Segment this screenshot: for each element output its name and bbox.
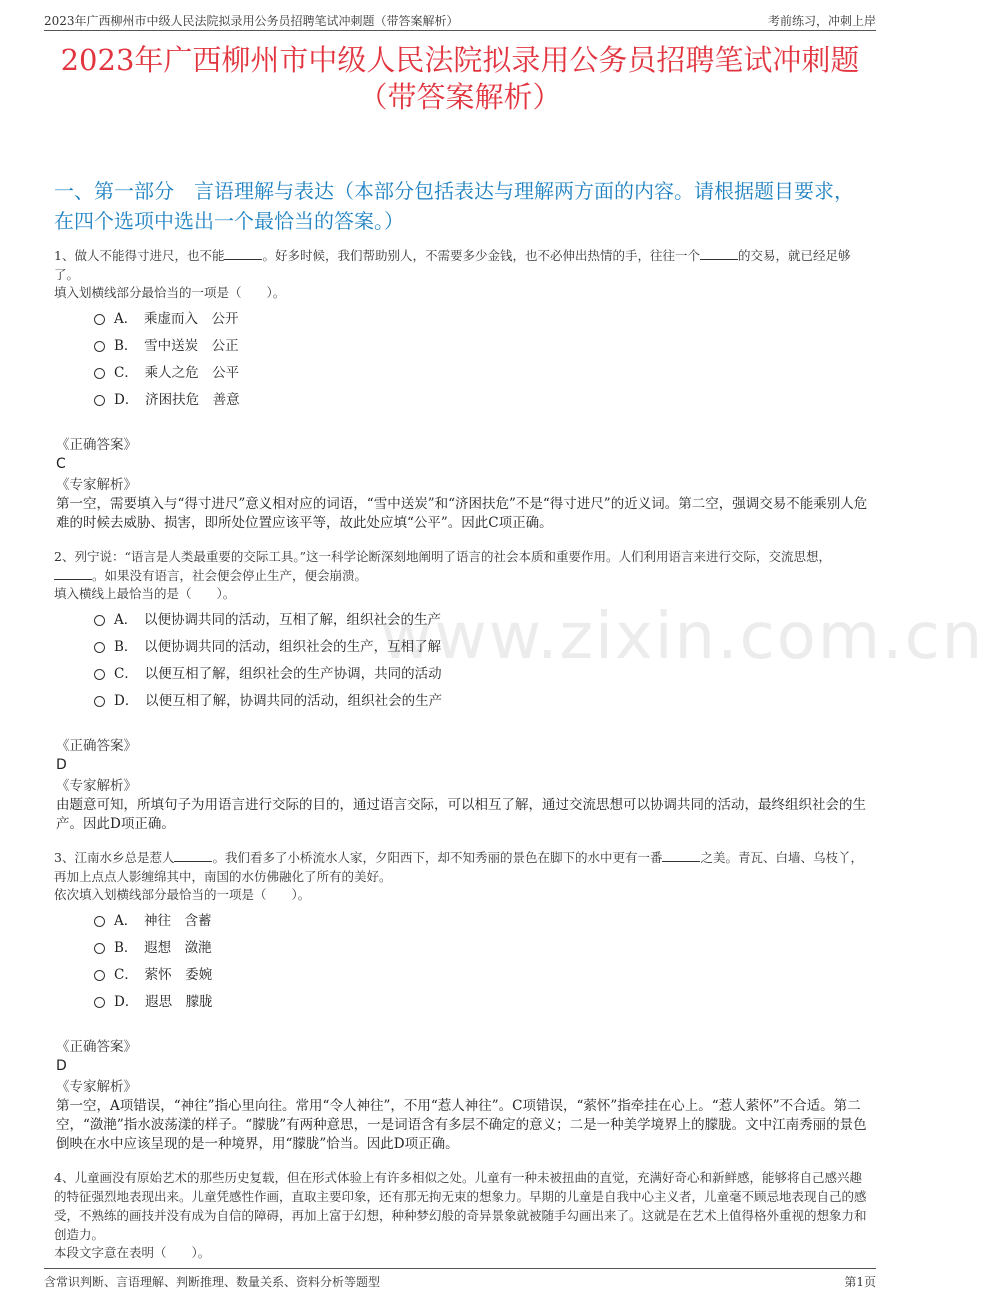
option-c[interactable]: C． 以便互相了解，组织社会的生产协调，共同的活动 — [94, 661, 868, 688]
option-list — [94, 908, 868, 1016]
radio-icon[interactable] — [94, 997, 105, 1008]
option-d[interactable]: D． 以便互相了解，协调共同的活动，组织社会的生产 — [94, 688, 868, 715]
blank-line — [224, 259, 262, 260]
radio-icon[interactable] — [94, 314, 105, 325]
option-b[interactable]: B． 雪中送炭 公正 — [94, 333, 868, 360]
blank-line — [54, 579, 92, 580]
title-line-2: （带答案解析） — [358, 80, 562, 114]
question-3 — [54, 848, 868, 1154]
explanation-label: 《专家解析》 — [56, 477, 137, 493]
page-header — [44, 10, 876, 31]
answer-value: C — [56, 456, 66, 472]
radio-icon[interactable] — [94, 970, 105, 981]
question-stem: 3、江南水乡总是惹人 。我们看多了小桥流水人家，夕阳西下，却不知秀丽的景色在脚下的水中更有一番 之美。青瓦、白墙、乌枝丫，再加上点点人影缠绵其中，南国的水仿佛融化了所有的美好。 — [54, 850, 863, 884]
header-slogan: 考前练习，冲刺上岸 — [767, 14, 876, 28]
answer-value: D — [56, 1058, 67, 1074]
option-c[interactable]: C． 乘人之危 公平 — [94, 360, 868, 387]
section-heading: 一、第一部分 言语理解与表达（本部分包括表达与理解两方面的内容。请根据题目要求，在四个选项中选出一个最恰当的答案。） — [54, 179, 854, 233]
explanation-text: 由题意可知，所填句子为用语言进行交际的目的，通过语言交际，可以相互了解，通过交流思想可以协调共同的活动，最终组织社会的生产。因此D项正确。 — [56, 797, 866, 832]
option-d[interactable]: D． 济困扶危 善意 — [94, 387, 868, 414]
question-prompt: 依次填入划横线部分最恰当的一项是（ ）。 — [54, 887, 311, 902]
question-4 — [54, 1168, 868, 1262]
radio-icon[interactable] — [94, 615, 105, 626]
question-list — [54, 246, 868, 1276]
option-c[interactable]: C． 萦怀 委婉 — [94, 962, 868, 989]
answer-label: 《正确答案》 — [56, 437, 137, 453]
footer-note: 含常识判断、言语理解、判断推理、数量关系、资料分析等题型 — [44, 1275, 381, 1289]
explanation-label: 《专家解析》 — [56, 778, 137, 794]
answer-label: 《正确答案》 — [56, 738, 137, 754]
question-stem: 1、做人不能得寸进尺，也不能 。好多时候，我们帮助别人，不需要多少金钱，也不必伸出热情的手，往往一个 的交易，就已经足够了。 — [54, 248, 851, 282]
radio-icon[interactable] — [94, 943, 105, 954]
radio-icon[interactable] — [94, 916, 105, 927]
answer-label: 《正确答案》 — [56, 1039, 137, 1055]
explanation-text: 第一空，A项错误，“神往”指心里向往。常用“令人神往”，不用“惹人神往”。C项错误，“萦怀”指牵挂在心上。“惹人萦怀”不合适。第二空，“潋滟”指水波荡漾的样子。“朦胧”有两种意思，一是词语含有多层不确定的意义；二是一种美学境界上的朦胧。文中江南秀丽的景色倒映在水中应该呈现的是一种境界，用“朦胧”恰当。因此D项正确。 — [56, 1098, 867, 1152]
document-title — [40, 42, 880, 116]
question-prompt: 填入横线上最恰当的是（ ）。 — [54, 586, 236, 601]
blank-line — [174, 861, 212, 862]
radio-icon[interactable] — [94, 669, 105, 680]
page-number: 第1页 — [844, 1275, 876, 1289]
blank-line — [662, 861, 700, 862]
option-b[interactable]: B． 遐想 潋滟 — [94, 935, 868, 962]
header-title: 2023年广西柳州市中级人民法院拟录用公务员招聘笔试冲刺题（带答案解析） — [44, 14, 459, 28]
answer-value: D — [56, 757, 67, 773]
question-stem: 2、列宁说：“语言是人类最重要的交际工具。”这一科学论断深刻地阐明了语言的社会本质和重要作用。人们利用语言来进行交际，交流思想，。如果没有语言，社会便会停止生产，便会崩溃。 — [54, 549, 831, 583]
radio-icon[interactable] — [94, 368, 105, 379]
option-list — [94, 607, 868, 715]
explanation-label: 《专家解析》 — [56, 1079, 137, 1095]
option-b[interactable]: B． 以便协调共同的活动，组织社会的生产，互相了解 — [94, 634, 868, 661]
radio-icon[interactable] — [94, 395, 105, 406]
radio-icon[interactable] — [94, 341, 105, 352]
explanation-text: 第一空，需要填入与“得寸进尺”意义相对应的词语，“雪中送炭”和“济困扶危”不是“得寸进尺”的近义词。第二空，强调交易不能乘别人危难的时候去威胁、损害，即所处位置应该平等，故此处应填“公平”。因此C项正确。 — [56, 496, 868, 531]
radio-icon[interactable] — [94, 696, 105, 707]
option-list — [94, 306, 868, 414]
blank-line — [700, 259, 738, 260]
question-stem: 4、儿童画没有原始艺术的那些历史复载，但在形式体验上有许多相似之处。儿童有一种未被扭曲的直觉，充满好奇心和新鲜感，能够将自己感兴趣的特征强烈地表现出来。儿童凭感性作画，直取主要印象，还有那无拘无束的想象力。早期的儿童是自我中心主义者，儿童毫不顾忌地表现自己的感受，不熟练的画技并没有成为自信的障碍，再加上富于幻想，种种梦幻般的奇异景象就被随手勾画出来了。这就是在艺术上值得格外重视的想象力和创造力。 — [54, 1170, 867, 1242]
option-a[interactable]: A． 神往 含蓄 — [94, 908, 868, 935]
radio-icon[interactable] — [94, 642, 105, 653]
question-1 — [54, 246, 868, 533]
question-prompt: 填入划横线部分最恰当的一项是（ ）。 — [54, 285, 286, 300]
option-a[interactable]: A． 乘虚而入 公开 — [94, 306, 868, 333]
question-2 — [54, 547, 868, 834]
option-a[interactable]: A． 以便协调共同的活动，互相了解，组织社会的生产 — [94, 607, 868, 634]
option-d[interactable]: D． 遐思 朦胧 — [94, 989, 868, 1016]
watermark: www.zixin.com.cn — [380, 600, 984, 674]
page-footer — [44, 1268, 876, 1289]
title-line-1: 2023年广西柳州市中级人民法院拟录用公务员招聘笔试冲刺题 — [60, 43, 860, 77]
question-prompt: 本段文字意在表明（ ）。 — [54, 1245, 211, 1260]
